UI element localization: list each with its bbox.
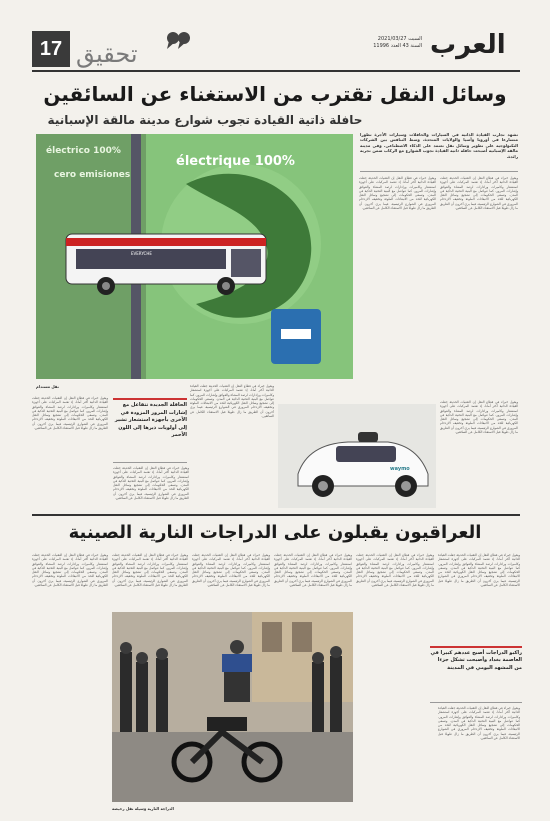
issue-text: السنة 43 العدد 11996 [373, 43, 422, 49]
section-label: تحقيق [76, 40, 138, 68]
body-column: ويقول خبراء في قطاع النقل إن التقنيات الحديثة جعلت القيادة الذاتية أكثر أمانا، إذ تعتمد المركبات على أجهزة استشعار وكاميرات ورادارات لرصد المشاة والعوائق وإشارات المرور، كما تتواصل مع البنية التحتية الذكية في المدن. وتسعى الحكومات إلى تشجيع وسائل النقل الكهربائية للحد من الانبعاثات الملوثة وتخفيف الازدحام المروري في الشوارع الرئيسية، فيما يرى آخرون أن الطريق ما زال طويلا قبل الاستغناء الكامل عن السائقين. [356, 553, 434, 588]
street-scene-illustration [112, 612, 353, 802]
quote-marks-icon [165, 30, 191, 50]
body-column: ويقول خبراء في قطاع النقل إن التقنيات الحديثة جعلت القيادة الذاتية أكثر أمانا، إذ تعتمد المركبات على أجهزة استشعار وكاميرات ورادارات لرصد المشاة والعوائق وإشارات المرور، كما تتواصل مع البنية التحتية الذكية في المدن. وتسعى الحكومات إلى تشجيع وسائل النقل الكهربائية للحد من الانبعاثات الملوثة وتخفيف الازدحام المروري في الشوارع الرئيسية، فيما يرى آخرون أن الطريق ما زال طويلا قبل الاستغناء الكامل عن السائقين. [438, 706, 520, 741]
story1-intro: تشهد تجارب القيادة الذاتية في السيارات والحافلات وسيارات الأجرة تطورا متسارعا في أوروبا وآسيا والولايات المتحدة، وسط التنافس بين الشركات التكنولوجية على تطوير وسائل نقل تعتمد على الذكاء الاصطناعي. وفي مدينة مالقة الإسبانية أصبحت حافلة ذاتية القيادة تجوب الشوارع مع الركاب ضمن تجربة رائدة. [360, 132, 518, 159]
page-number: 17 [32, 31, 70, 67]
story1-headline: وسائل النقل تقترب من الاستغناء عن السائقين [43, 82, 507, 106]
car-illustration [278, 404, 436, 508]
body-column: ويقول خبراء في قطاع النقل إن التقنيات الحديثة جعلت القيادة الذاتية أكثر أمانا، إذ تعتمد المركبات على أجهزة استشعار وكاميرات ورادارات لرصد المشاة والعوائق وإشارات المرور، كما تتواصل مع البنية التحتية الذكية في المدن. وتسعى الحكومات إلى تشجيع وسائل النقل الكهربائية للحد من الانبعاثات الملوثة وتخفيف الازدحام المروري في الشوارع الرئيسية، فيما يرى آخرون أن الطريق ما زال طويلا قبل الاستغناء الكامل عن السائقين. [32, 396, 108, 431]
intro-divider [360, 171, 518, 172]
story1-subheadline: حافلة ذاتية القيادة تجوب شوارع مدينة مالقة الإسبانية [47, 113, 363, 127]
autonomous-car-photo [278, 404, 436, 508]
image-text-1: 100% électrico [46, 146, 121, 156]
body-column: ويقول خبراء في قطاع النقل إن التقنيات الحديثة جعلت القيادة الذاتية أكثر أمانا، إذ تعتمد المركبات على أجهزة استشعار وكاميرات ورادارات لرصد المشاة والعوائق وإشارات المرور، كما تتواصل مع البنية التحتية الذكية في المدن. وتسعى الحكومات إلى تشجيع وسائل النقل الكهربائية للحد من الانبعاثات الملوثة وتخفيف الازدحام المروري في الشوارع الرئيسية، فيما يرى آخرون أن الطريق ما زال طويلا قبل الاستغناء الكامل عن السائقين. [274, 553, 352, 588]
image-text-2: cero emisiones [54, 170, 131, 180]
header-divider [32, 70, 520, 72]
date-text: السبت 2021/03/27 [377, 36, 422, 42]
body-column: ويقول خبراء في قطاع النقل إن التقنيات الحديثة جعلت القيادة الذاتية أكثر أمانا، إذ تعتمد المركبات على أجهزة استشعار وكاميرات ورادارات لرصد المشاة والعوائق وإشارات المرور، كما تتواصل مع البنية التحتية الذكية في المدن. وتسعى الحكومات إلى تشجيع وسائل النقل الكهربائية للحد من الانبعاثات الملوثة وتخفيف الازدحام المروري في الشوارع الرئيسية، فيما يرى آخرون أن الطريق ما زال طويلا قبل الاستغناء الكامل عن السائقين. [112, 553, 188, 588]
story1-pull-quote: الحافلة الجديدة تتفاعل مع إشارات المرور المزودة في الأخرى بأجهزة استشعار تشير إلى أولويات ذيرها إلى اللون الأحمر [113, 398, 187, 463]
motorcycle-stunt-photo [112, 612, 353, 802]
image-text-3: 100% électrique [176, 154, 295, 169]
body-column: ويقول خبراء في قطاع النقل إن التقنيات الحديثة جعلت القيادة الذاتية أكثر أمانا، إذ تعتمد المركبات على أجهزة استشعار وكاميرات ورادارات لرصد المشاة والعوائق وإشارات المرور، كما تتواصل مع البنية التحتية الذكية في المدن. وتسعى الحكومات إلى تشجيع وسائل النقل الكهربائية للحد من الانبعاثات الملوثة وتخفيف الازدحام المروري في الشوارع الرئيسية، فيما يرى آخرون أن الطريق ما زال طويلا قبل الاستغناء الكامل عن السائقين. [32, 553, 108, 588]
body-column: ويقول خبراء في قطاع النقل إن التقنيات الحديثة جعلت القيادة الذاتية أكثر أمانا، إذ تعتمد المركبات على أجهزة استشعار وكاميرات ورادارات لرصد المشاة والعوائق وإشارات المرور، كما تتواصل مع البنية التحتية الذكية في المدن. وتسعى الحكومات إلى تشجيع وسائل النقل الكهربائية للحد من الانبعاثات الملوثة وتخفيف الازدحام المروري في الشوارع الرئيسية، فيما يرى آخرون أن الطريق ما زال طويلا قبل الاستغناء الكامل عن السائقين. [359, 176, 436, 211]
story2-headline: العراقيون يقبلون على الدراجات النارية الصينية [68, 522, 482, 543]
car-label: waymo [390, 466, 410, 472]
story-divider [32, 514, 520, 516]
newspaper-logo: العرب [430, 30, 506, 60]
body-column: ويقول خبراء في قطاع النقل إن التقنيات الحديثة جعلت القيادة الذاتية أكثر أمانا، إذ تعتمد المركبات على أجهزة استشعار وكاميرات ورادارات لرصد المشاة والعوائق وإشارات المرور، كما تتواصل مع البنية التحتية الذكية في المدن. وتسعى الحكومات إلى تشجيع وسائل النقل الكهربائية للحد من الانبعاثات الملوثة وتخفيف الازدحام المروري في الشوارع الرئيسية، فيما يرى آخرون أن الطريق ما زال طويلا قبل الاستغناء الكامل عن السائقين. [113, 466, 189, 501]
body-column: ويقول خبراء في قطاع النقل إن التقنيات الحديثة جعلت القيادة الذاتية أكثر أمانا، إذ تعتمد المركبات على أجهزة استشعار وكاميرات ورادارات لرصد المشاة والعوائق وإشارات المرور، كما تتواصل مع البنية التحتية الذكية في المدن. وتسعى الحكومات إلى تشجيع وسائل النقل الكهربائية للحد من الانبعاثات الملوثة وتخفيف الازدحام المروري في الشوارع الرئيسية، فيما يرى آخرون أن الطريق ما زال طويلا قبل الاستغناء الكامل عن السائقين. [440, 176, 518, 211]
date-line [360, 36, 422, 50]
story2-photo-caption: الدراجة النارية وسيلة نقل رخيصة [112, 806, 174, 811]
body-column: ويقول خبراء في قطاع النقل إن التقنيات الحديثة جعلت القيادة الذاتية أكثر أمانا، إذ تعتمد المركبات على أجهزة استشعار وكاميرات ورادارات لرصد المشاة والعوائق وإشارات المرور، كما تتواصل مع البنية التحتية الذكية في المدن. وتسعى الحكومات إلى تشجيع وسائل النقل الكهربائية للحد من الانبعاثات الملوثة وتخفيف الازدحام المروري في الشوارع الرئيسية، فيما يرى آخرون أن الطريق ما زال طويلا قبل الاستغناء الكامل عن السائقين. [438, 553, 520, 588]
story1-photo-caption: نقل مستدام [36, 384, 59, 389]
body-column: ويقول خبراء في قطاع النقل إن التقنيات الحديثة جعلت القيادة الذاتية أكثر أمانا، إذ تعتمد المركبات على أجهزة استشعار وكاميرات ورادارات لرصد المشاة والعوائق وإشارات المرور، كما تتواصل مع البنية التحتية الذكية في المدن. وتسعى الحكومات إلى تشجيع وسائل النقل الكهربائية للحد من الانبعاثات الملوثة وتخفيف الازدحام المروري في الشوارع الرئيسية، فيما يرى آخرون أن الطريق ما زال طويلا قبل الاستغناء الكامل عن السائقين. [190, 384, 274, 419]
body-column: ويقول خبراء في قطاع النقل إن التقنيات الحديثة جعلت القيادة الذاتية أكثر أمانا، إذ تعتمد المركبات على أجهزة استشعار وكاميرات ورادارات لرصد المشاة والعوائق وإشارات المرور، كما تتواصل مع البنية التحتية الذكية في المدن. وتسعى الحكومات إلى تشجيع وسائل النقل الكهربائية للحد من الانبعاثات الملوثة وتخفيف الازدحام المروري في الشوارع الرئيسية، فيما يرى آخرون أن الطريق ما زال طويلا قبل الاستغناء الكامل عن السائقين. [440, 400, 518, 435]
body-column: ويقول خبراء في قطاع النقل إن التقنيات الحديثة جعلت القيادة الذاتية أكثر أمانا، إذ تعتمد المركبات على أجهزة استشعار وكاميرات ورادارات لرصد المشاة والعوائق وإشارات المرور، كما تتواصل مع البنية التحتية الذكية في المدن. وتسعى الحكومات إلى تشجيع وسائل النقل الكهربائية للحد من الانبعاثات الملوثة وتخفيف الازدحام المروري في الشوارع الرئيسية، فيما يرى آخرون أن الطريق ما زال طويلا قبل الاستغناء الكامل عن السائقين. [192, 553, 270, 588]
electric-bus-photo [36, 134, 353, 379]
bus-label: EVERYCHE [131, 251, 152, 256]
story2-pull-quote: راكبو الدراجات أصبح عددهم كبيرا في العاصمة بغداد وأصبحت تشكل جزءا من المشهد اليومي في المدينة [430, 646, 522, 703]
